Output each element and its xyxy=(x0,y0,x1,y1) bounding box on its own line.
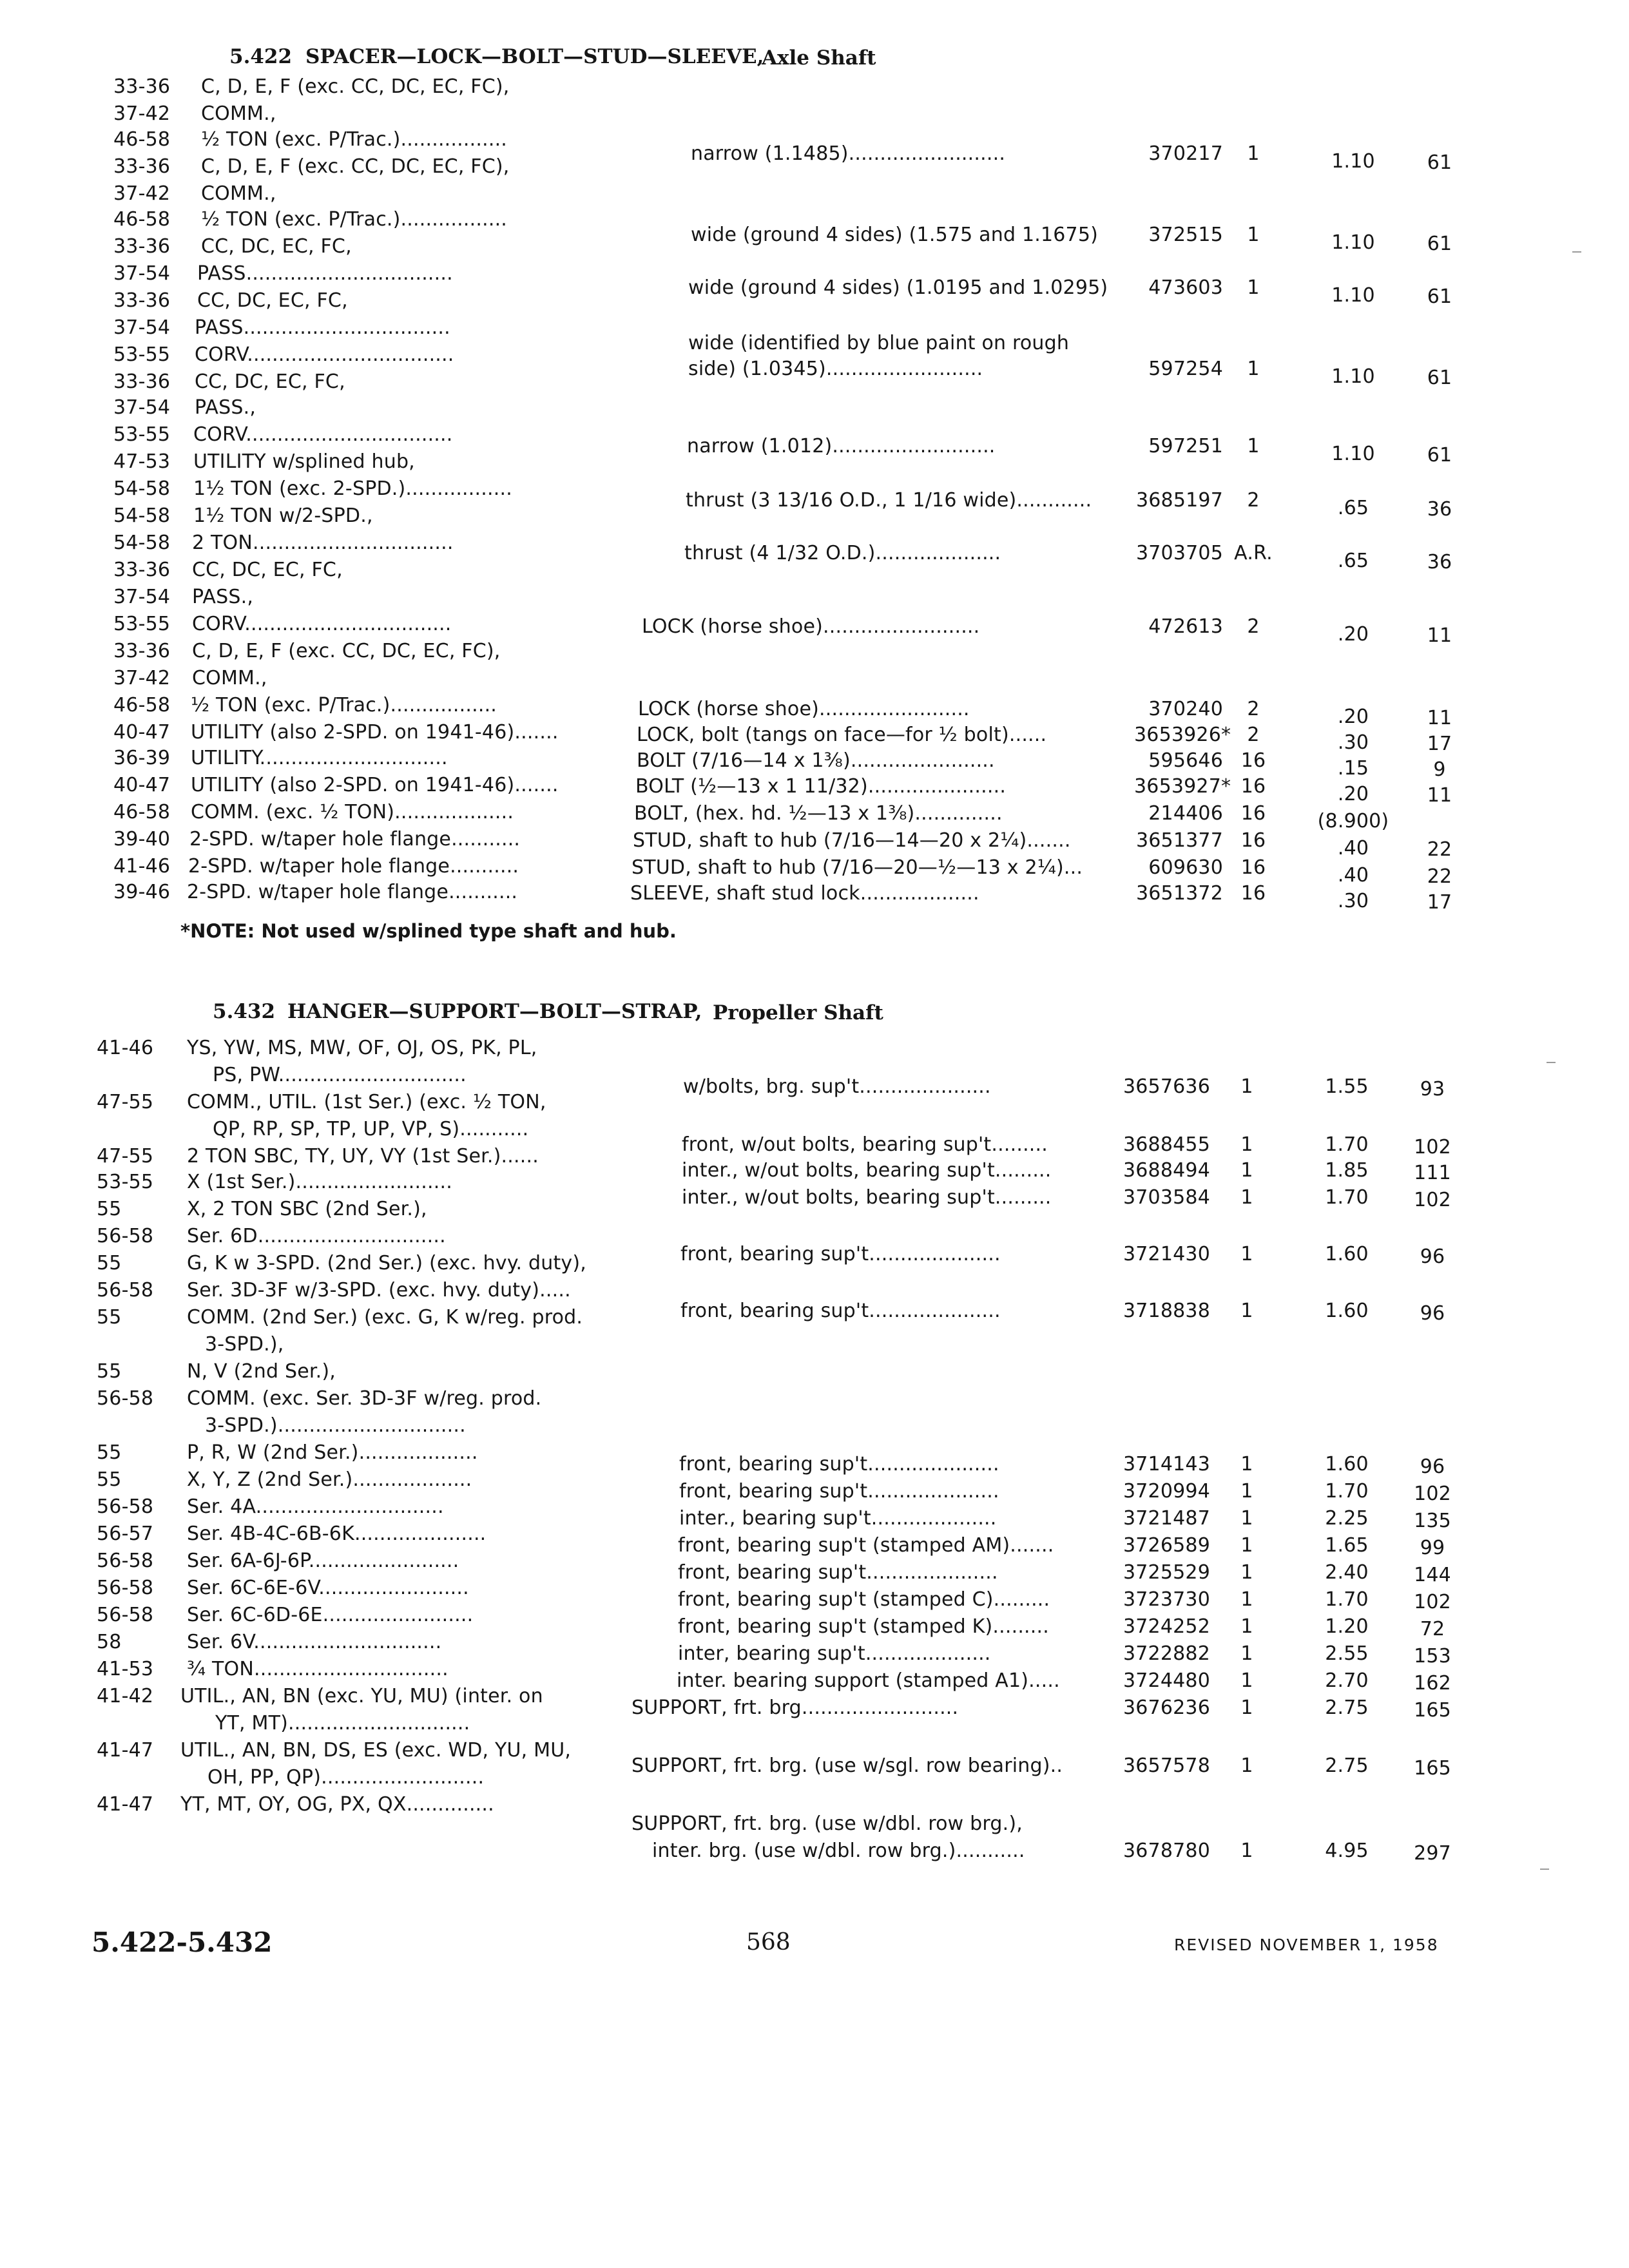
footer-section-range: 5.422-5.432 xyxy=(92,1927,273,1958)
year-range: 37-42 xyxy=(113,667,171,689)
quantity: 1 xyxy=(1240,1243,1253,1265)
model-description: COMM., UTIL. (1st Ser.) (exc. ½ TON, xyxy=(187,1091,546,1113)
part-description: inter., bearing sup't.................... xyxy=(679,1507,997,1530)
part-number: 3726589 xyxy=(1123,1534,1210,1557)
price-group: 36 xyxy=(1427,498,1452,521)
quantity: 1 xyxy=(1240,1133,1253,1156)
part-description: inter., w/out bolts, bearing sup't......... xyxy=(682,1159,1052,1182)
section-title: HANGER—SUPPORT—BOLT—STRAP, xyxy=(287,1000,702,1023)
quantity: 1 xyxy=(1240,1615,1253,1638)
revision-date: REVISED NOVEMBER 1, 1958 xyxy=(1174,1936,1439,1954)
unit-price: 2.70 xyxy=(1325,1669,1369,1692)
part-description: thrust (4 1/32 O.D.).................... xyxy=(684,542,1001,564)
unit-price: .65 xyxy=(1337,550,1369,572)
part-number: 597251 xyxy=(1148,435,1223,457)
price-group: 36 xyxy=(1427,551,1452,573)
year-range: 33-36 xyxy=(113,559,171,581)
model-description: X, Y, Z (2nd Ser.)................... xyxy=(187,1468,472,1491)
model-description: YS, YW, MS, MW, OF, OJ, OS, PK, PL, xyxy=(187,1037,537,1059)
unit-price: .40 xyxy=(1337,864,1369,887)
model-description: C, D, E, F (exc. CC, DC, EC, FC), xyxy=(192,640,501,662)
model-description: Ser. 6A-6J-6P........................ xyxy=(187,1550,459,1572)
year-range: 41-46 xyxy=(113,855,171,878)
year-range: 56-58 xyxy=(97,1577,154,1599)
price-group: 111 xyxy=(1414,1162,1451,1184)
model-description: UTILITY (also 2-SPD. on 1941-46)....... xyxy=(191,774,559,796)
model-description: CC, DC, EC, FC, xyxy=(201,235,352,258)
unit-price: 1.55 xyxy=(1325,1075,1369,1098)
year-range: 41-42 xyxy=(97,1685,154,1707)
part-number: 3676236 xyxy=(1123,1696,1210,1719)
price-group: 17 xyxy=(1427,891,1452,914)
section-subtitle: Propeller Shaft xyxy=(713,1001,883,1024)
part-number: 3678780 xyxy=(1123,1840,1210,1862)
unit-price: .20 xyxy=(1337,783,1369,805)
margin-mark xyxy=(1547,1062,1556,1063)
model-description: UTILITY w/splined hub, xyxy=(193,450,415,473)
model-description: C, D, E, F (exc. CC, DC, EC, FC), xyxy=(201,75,510,98)
model-description: COMM. (exc. ½ TON)................... xyxy=(191,801,514,823)
model-description: PASS., xyxy=(195,396,256,419)
price-group: 11 xyxy=(1427,624,1452,647)
model-description: PASS................................. xyxy=(195,316,450,339)
model-description: COMM. (2nd Ser.) (exc. G, K w/reg. prod. xyxy=(187,1306,583,1329)
year-range: 56-58 xyxy=(97,1225,154,1247)
quantity: 1 xyxy=(1247,358,1260,380)
year-range: 58 xyxy=(97,1631,122,1653)
part-description: front, bearing sup't (stamped AM)....... xyxy=(678,1534,1054,1557)
price-group: 153 xyxy=(1414,1645,1451,1667)
quantity: 1 xyxy=(1240,1186,1253,1209)
year-range: 33-36 xyxy=(113,370,171,393)
quantity: 16 xyxy=(1240,749,1266,772)
quantity: 2 xyxy=(1247,698,1260,720)
quantity: 1 xyxy=(1240,1534,1253,1557)
quantity: 1 xyxy=(1247,435,1260,457)
part-description: BOLT (7/16—14 x 1⅜)....................... xyxy=(637,749,995,772)
part-description: side) (1.0345)......................... xyxy=(688,358,983,380)
unit-price: 1.70 xyxy=(1325,1133,1369,1156)
price-group: 93 xyxy=(1420,1078,1445,1100)
part-number: 3653927* xyxy=(1134,775,1231,798)
part-number: 3688455 xyxy=(1123,1133,1210,1156)
year-range: 40-47 xyxy=(113,721,171,744)
year-range: 56-58 xyxy=(97,1495,154,1518)
quantity: 16 xyxy=(1240,802,1266,825)
year-range: 56-58 xyxy=(97,1550,154,1572)
year-range: 56-58 xyxy=(97,1604,154,1626)
part-description: narrow (1.1485)......................... xyxy=(691,142,1006,165)
model-description: X, 2 TON SBC (2nd Ser.), xyxy=(187,1198,427,1220)
model-description: ½ TON (exc. P/Trac.)................. xyxy=(191,694,497,716)
model-description: P, R, W (2nd Ser.)................... xyxy=(187,1441,478,1464)
part-description: thrust (3 13/16 O.D., 1 1/16 wide)............ xyxy=(686,489,1092,512)
price-group: 102 xyxy=(1414,1189,1451,1211)
margin-mark xyxy=(1572,251,1581,253)
part-description: SUPPORT, frt. brg. (use w/dbl. row brg.), xyxy=(631,1812,1023,1835)
year-range: 55 xyxy=(97,1306,122,1329)
model-description: 2-SPD. w/taper hole flange........... xyxy=(188,855,519,878)
year-range: 40-47 xyxy=(113,774,171,796)
model-description: COMM., xyxy=(201,102,276,125)
part-description: LOCK (horse shoe)......................... xyxy=(642,615,980,638)
quantity: 1 xyxy=(1240,1507,1253,1530)
price-group: 22 xyxy=(1427,838,1452,861)
unit-price: 4.95 xyxy=(1325,1840,1369,1862)
part-description: inter. brg. (use w/dbl. row brg.)........... xyxy=(652,1840,1025,1862)
part-number: 3651377 xyxy=(1135,829,1223,852)
quantity: 1 xyxy=(1247,276,1260,299)
part-number: 609630 xyxy=(1148,856,1223,879)
price-group: 61 xyxy=(1427,444,1452,466)
year-range: 41-53 xyxy=(97,1658,154,1680)
part-number: 3703705 xyxy=(1135,542,1223,564)
model-description: N, V (2nd Ser.), xyxy=(187,1360,336,1383)
year-range: 53-55 xyxy=(97,1171,154,1193)
year-range: 55 xyxy=(97,1360,122,1383)
part-number: 3657636 xyxy=(1123,1075,1210,1098)
model-description: QP, RP, SP, TP, UP, VP, S)........... xyxy=(213,1118,529,1140)
model-description: Ser. 6V.............................. xyxy=(187,1631,442,1653)
model-description: 1½ TON (exc. 2-SPD.)................. xyxy=(193,477,512,500)
part-description: inter. bearing support (stamped A1)..... xyxy=(677,1669,1060,1692)
part-number: 597254 xyxy=(1148,358,1223,380)
quantity: 1 xyxy=(1240,1300,1253,1322)
year-range: 46-58 xyxy=(113,694,171,716)
model-description: Ser. 4B-4C-6B-6K..................... xyxy=(187,1523,487,1545)
part-description: front, bearing sup't..................... xyxy=(679,1480,999,1503)
price-group: 165 xyxy=(1414,1699,1451,1722)
model-description: UTILITY.............................. xyxy=(191,747,448,769)
part-description: LOCK (horse shoe)........................ xyxy=(638,698,970,720)
price-group: 144 xyxy=(1414,1564,1451,1586)
section-title: SPACER—LOCK—BOLT—STUD—SLEEVE, xyxy=(305,45,764,68)
year-range: 56-57 xyxy=(97,1523,154,1545)
part-description: SUPPORT, frt. brg......................... xyxy=(631,1696,959,1719)
unit-price: .40 xyxy=(1337,837,1369,860)
price-group: 102 xyxy=(1414,1136,1451,1158)
section-number: 5.422 xyxy=(229,45,293,68)
part-number: 473603 xyxy=(1148,276,1223,299)
model-description: 3-SPD.), xyxy=(205,1333,284,1356)
quantity: 1 xyxy=(1247,224,1260,246)
price-group: 96 xyxy=(1420,1302,1445,1325)
quantity: A.R. xyxy=(1234,542,1273,564)
part-number: 3724480 xyxy=(1123,1669,1210,1692)
model-description: ¾ TON............................... xyxy=(187,1658,448,1680)
part-description: front, bearing sup't..................... xyxy=(680,1300,1001,1322)
part-number: 472613 xyxy=(1148,615,1223,638)
part-number: 3688494 xyxy=(1123,1159,1210,1182)
price-group: 61 xyxy=(1427,151,1452,174)
quantity: 1 xyxy=(1240,1480,1253,1503)
quantity: 16 xyxy=(1240,775,1266,798)
part-description: front, bearing sup't (stamped C)......... xyxy=(678,1588,1050,1611)
model-description: Ser. 6D.............................. xyxy=(187,1225,446,1247)
quantity: 1 xyxy=(1240,1696,1253,1719)
part-number: 370240 xyxy=(1148,698,1223,720)
unit-price: 2.40 xyxy=(1325,1561,1369,1584)
part-description: SLEEVE, shaft stud lock................... xyxy=(630,882,979,905)
price-group: 102 xyxy=(1414,1483,1451,1505)
part-description: LOCK, bolt (tangs on face—for ½ bolt)...... xyxy=(637,724,1047,746)
model-description: CC, DC, EC, FC, xyxy=(197,289,348,312)
year-range: 33-36 xyxy=(113,289,171,312)
part-number: 3725529 xyxy=(1123,1561,1210,1584)
year-range: 37-54 xyxy=(113,262,171,285)
quantity: 16 xyxy=(1240,829,1266,852)
unit-price: 1.60 xyxy=(1325,1243,1369,1265)
unit-price: 2.25 xyxy=(1325,1507,1369,1530)
unit-price: 1.65 xyxy=(1325,1534,1369,1557)
part-description: wide (ground 4 sides) (1.575 and 1.1675) xyxy=(691,224,1099,246)
part-description: inter, bearing sup't.................... xyxy=(678,1642,991,1665)
quantity: 2 xyxy=(1247,724,1260,746)
year-range: 33-36 xyxy=(113,155,171,178)
model-description: PASS., xyxy=(192,586,254,608)
part-number: 370217 xyxy=(1148,142,1223,165)
unit-price: 2.75 xyxy=(1325,1696,1369,1719)
quantity: 16 xyxy=(1240,882,1266,905)
model-description: OH, PP, QP).......................... xyxy=(207,1766,485,1789)
part-description: BOLT (½—13 x 1 11/32)...................... xyxy=(635,775,1007,798)
model-description: CC, DC, EC, FC, xyxy=(192,559,343,581)
price-group: 165 xyxy=(1414,1757,1451,1780)
price-group: 11 xyxy=(1427,784,1452,807)
price-group: 96 xyxy=(1420,1456,1445,1478)
quantity: 1 xyxy=(1240,1754,1253,1777)
year-range: 47-55 xyxy=(97,1145,154,1168)
model-description: 3-SPD.).............................. xyxy=(205,1414,466,1437)
model-description: UTILITY (also 2-SPD. on 1941-46)....... xyxy=(191,721,559,744)
part-number: 3657578 xyxy=(1123,1754,1210,1777)
page-number: 568 xyxy=(746,1929,791,1956)
year-range: 46-58 xyxy=(113,128,171,151)
model-description: Ser. 3D-3F w/3-SPD. (exc. hvy. duty)..... xyxy=(187,1279,571,1302)
price-group: 22 xyxy=(1427,865,1452,888)
part-description: STUD, shaft to hub (7/16—20—½—13 x 2¼)... xyxy=(631,856,1083,879)
model-description: Ser. 6C-6E-6V........................ xyxy=(187,1577,469,1599)
quantity: 1 xyxy=(1240,1159,1253,1182)
part-number: 3722882 xyxy=(1123,1642,1210,1665)
unit-price: 1.60 xyxy=(1325,1300,1369,1322)
part-description: STUD, shaft to hub (7/16—14—20 x 2¼)....... xyxy=(633,829,1071,852)
price-group: 99 xyxy=(1420,1537,1445,1559)
year-range: 46-58 xyxy=(113,801,171,823)
part-number: 3724252 xyxy=(1123,1615,1210,1638)
part-description: inter., w/out bolts, bearing sup't......... xyxy=(682,1186,1052,1209)
unit-price: 1.10 xyxy=(1331,284,1375,307)
year-range: 54-58 xyxy=(113,532,171,554)
unit-price: 1.70 xyxy=(1325,1186,1369,1209)
unit-price: 2.75 xyxy=(1325,1754,1369,1777)
part-number: 3714143 xyxy=(1123,1453,1210,1475)
year-range: 46-58 xyxy=(113,208,171,231)
year-range: 54-58 xyxy=(113,477,171,500)
quantity: 16 xyxy=(1240,856,1266,879)
model-description: ½ TON (exc. P/Trac.)................. xyxy=(201,128,508,151)
model-description: UTIL., AN, BN, DS, ES (exc. WD, YU, MU, xyxy=(180,1739,572,1762)
price-group: 135 xyxy=(1414,1510,1451,1532)
model-description: CORV................................. xyxy=(195,343,454,366)
price-group: 61 xyxy=(1427,233,1452,255)
year-range: 39-46 xyxy=(113,881,171,903)
part-description: front, w/out bolts, bearing sup't......... xyxy=(682,1133,1048,1156)
year-range: 55 xyxy=(97,1468,122,1491)
price-group: 102 xyxy=(1414,1591,1451,1613)
unit-price: (8.900) xyxy=(1317,810,1389,832)
part-number: 3721430 xyxy=(1123,1243,1210,1265)
model-description: PS, PW.............................. xyxy=(213,1064,467,1086)
unit-price: 1.10 xyxy=(1331,150,1375,173)
price-group: 72 xyxy=(1420,1618,1445,1640)
year-range: 39-40 xyxy=(113,828,171,850)
unit-price: 1.70 xyxy=(1325,1588,1369,1611)
model-description: Ser. 6C-6D-6E........................ xyxy=(187,1604,474,1626)
quantity: 1 xyxy=(1247,142,1260,165)
quantity: 2 xyxy=(1247,489,1260,512)
price-group: 9 xyxy=(1433,758,1446,781)
part-description: front, bearing sup't (stamped K)......... xyxy=(678,1615,1050,1638)
model-description: CORV................................. xyxy=(193,423,453,446)
model-description: COMM. (exc. Ser. 3D-3F w/reg. prod. xyxy=(187,1387,542,1410)
part-number: 214406 xyxy=(1148,802,1223,825)
quantity: 2 xyxy=(1247,615,1260,638)
model-description: ½ TON (exc. P/Trac.)................. xyxy=(201,208,508,231)
model-description: X (1st Ser.)......................... xyxy=(187,1171,452,1193)
quantity: 1 xyxy=(1240,1642,1253,1665)
part-description: BOLT, (hex. hd. ½—13 x 1⅜).............. xyxy=(634,802,1003,825)
price-group: 61 xyxy=(1427,285,1452,308)
part-description: wide (identified by blue paint on rough xyxy=(688,332,1070,354)
quantity: 1 xyxy=(1240,1669,1253,1692)
margin-mark xyxy=(1540,1869,1549,1870)
unit-price: 1.10 xyxy=(1331,443,1375,465)
model-description: C, D, E, F (exc. CC, DC, EC, FC), xyxy=(201,155,510,178)
part-number: 3653926* xyxy=(1134,724,1231,746)
unit-price: 1.60 xyxy=(1325,1453,1369,1475)
unit-price: 1.10 xyxy=(1331,365,1375,388)
unit-price: .30 xyxy=(1337,890,1369,912)
quantity: 1 xyxy=(1240,1075,1253,1098)
part-description: narrow (1.012).......................... xyxy=(687,435,996,457)
year-range: 41-47 xyxy=(97,1793,154,1816)
year-range: 37-54 xyxy=(113,586,171,608)
unit-price: .20 xyxy=(1337,706,1369,728)
quantity: 1 xyxy=(1240,1588,1253,1611)
unit-price: 1.10 xyxy=(1331,231,1375,254)
year-range: 37-42 xyxy=(113,102,171,125)
year-range: 36-39 xyxy=(113,747,171,769)
model-description: 2-SPD. w/taper hole flange........... xyxy=(189,828,521,850)
part-description: wide (ground 4 sides) (1.0195 and 1.0295) xyxy=(688,276,1108,299)
part-number: 3721487 xyxy=(1123,1507,1210,1530)
model-description: YT, MT)............................. xyxy=(215,1712,470,1735)
price-group: 297 xyxy=(1414,1842,1451,1865)
part-description: SUPPORT, frt. brg. (use w/sgl. row bearing).. xyxy=(631,1754,1063,1777)
price-group: 162 xyxy=(1414,1672,1451,1695)
quantity: 1 xyxy=(1240,1453,1253,1475)
part-description: front, bearing sup't..................... xyxy=(678,1561,998,1584)
part-number: 3685197 xyxy=(1135,489,1223,512)
year-range: 47-55 xyxy=(97,1091,154,1113)
part-number: 3720994 xyxy=(1123,1480,1210,1503)
model-description: 1½ TON w/2-SPD., xyxy=(193,505,373,527)
part-description: w/bolts, brg. sup't..................... xyxy=(683,1075,991,1098)
price-group: 61 xyxy=(1427,367,1452,389)
part-number: 595646 xyxy=(1148,749,1223,772)
section-number: 5.432 xyxy=(213,1000,276,1023)
unit-price: .20 xyxy=(1337,623,1369,646)
model-description: CC, DC, EC, FC, xyxy=(195,370,345,393)
year-range: 53-55 xyxy=(113,613,171,635)
unit-price: 1.70 xyxy=(1325,1480,1369,1503)
quantity: 1 xyxy=(1240,1561,1253,1584)
unit-price: .30 xyxy=(1337,731,1369,754)
quantity: 1 xyxy=(1240,1840,1253,1862)
year-range: 41-47 xyxy=(97,1739,154,1762)
part-number: 372515 xyxy=(1148,224,1223,246)
year-range: 55 xyxy=(97,1441,122,1464)
model-description: COMM., xyxy=(192,667,267,689)
year-range: 37-54 xyxy=(113,316,171,339)
year-range: 33-36 xyxy=(113,235,171,258)
part-description: front, bearing sup't..................... xyxy=(679,1453,999,1475)
year-range: 54-58 xyxy=(113,505,171,527)
footnote: *NOTE: Not used w/splined type shaft and hub. xyxy=(180,920,677,942)
model-description: UTIL., AN, BN (exc. YU, MU) (inter. on xyxy=(180,1685,543,1707)
price-group: 17 xyxy=(1427,733,1452,755)
model-description: PASS................................. xyxy=(197,262,453,285)
price-group: 96 xyxy=(1420,1245,1445,1268)
model-description: G, K w 3-SPD. (2nd Ser.) (exc. hvy. duty), xyxy=(187,1252,587,1274)
model-description: CORV................................. xyxy=(192,613,452,635)
year-range: 47-53 xyxy=(113,450,171,473)
model-description: 2-SPD. w/taper hole flange........... xyxy=(187,881,518,903)
part-description: front, bearing sup't..................... xyxy=(680,1243,1001,1265)
year-range: 33-36 xyxy=(113,640,171,662)
part-number: 3651372 xyxy=(1135,882,1223,905)
year-range: 53-55 xyxy=(113,423,171,446)
unit-price: .65 xyxy=(1337,497,1369,519)
part-number: 3703584 xyxy=(1123,1186,1210,1209)
model-description: YT, MT, OY, OG, PX, QX.............. xyxy=(180,1793,494,1816)
model-description: 2 TON SBC, TY, UY, VY (1st Ser.)...... xyxy=(187,1145,539,1168)
price-group: 11 xyxy=(1427,707,1452,729)
unit-price: 2.55 xyxy=(1325,1642,1369,1665)
model-description: COMM., xyxy=(201,182,276,205)
year-range: 37-54 xyxy=(113,396,171,419)
year-range: 53-55 xyxy=(113,343,171,366)
section-subtitle: Axle Shaft xyxy=(762,46,876,70)
part-number: 3723730 xyxy=(1123,1588,1210,1611)
year-range: 37-42 xyxy=(113,182,171,205)
unit-price: 1.20 xyxy=(1325,1615,1369,1638)
year-range: 33-36 xyxy=(113,75,171,98)
year-range: 55 xyxy=(97,1198,122,1220)
year-range: 55 xyxy=(97,1252,122,1274)
unit-price: 1.85 xyxy=(1325,1159,1369,1182)
year-range: 56-58 xyxy=(97,1387,154,1410)
year-range: 56-58 xyxy=(97,1279,154,1302)
unit-price: .15 xyxy=(1337,757,1369,780)
model-description: Ser. 4A.............................. xyxy=(187,1495,444,1518)
model-description: 2 TON................................ xyxy=(192,532,454,554)
part-number: 3718838 xyxy=(1123,1300,1210,1322)
year-range: 41-46 xyxy=(97,1037,154,1059)
